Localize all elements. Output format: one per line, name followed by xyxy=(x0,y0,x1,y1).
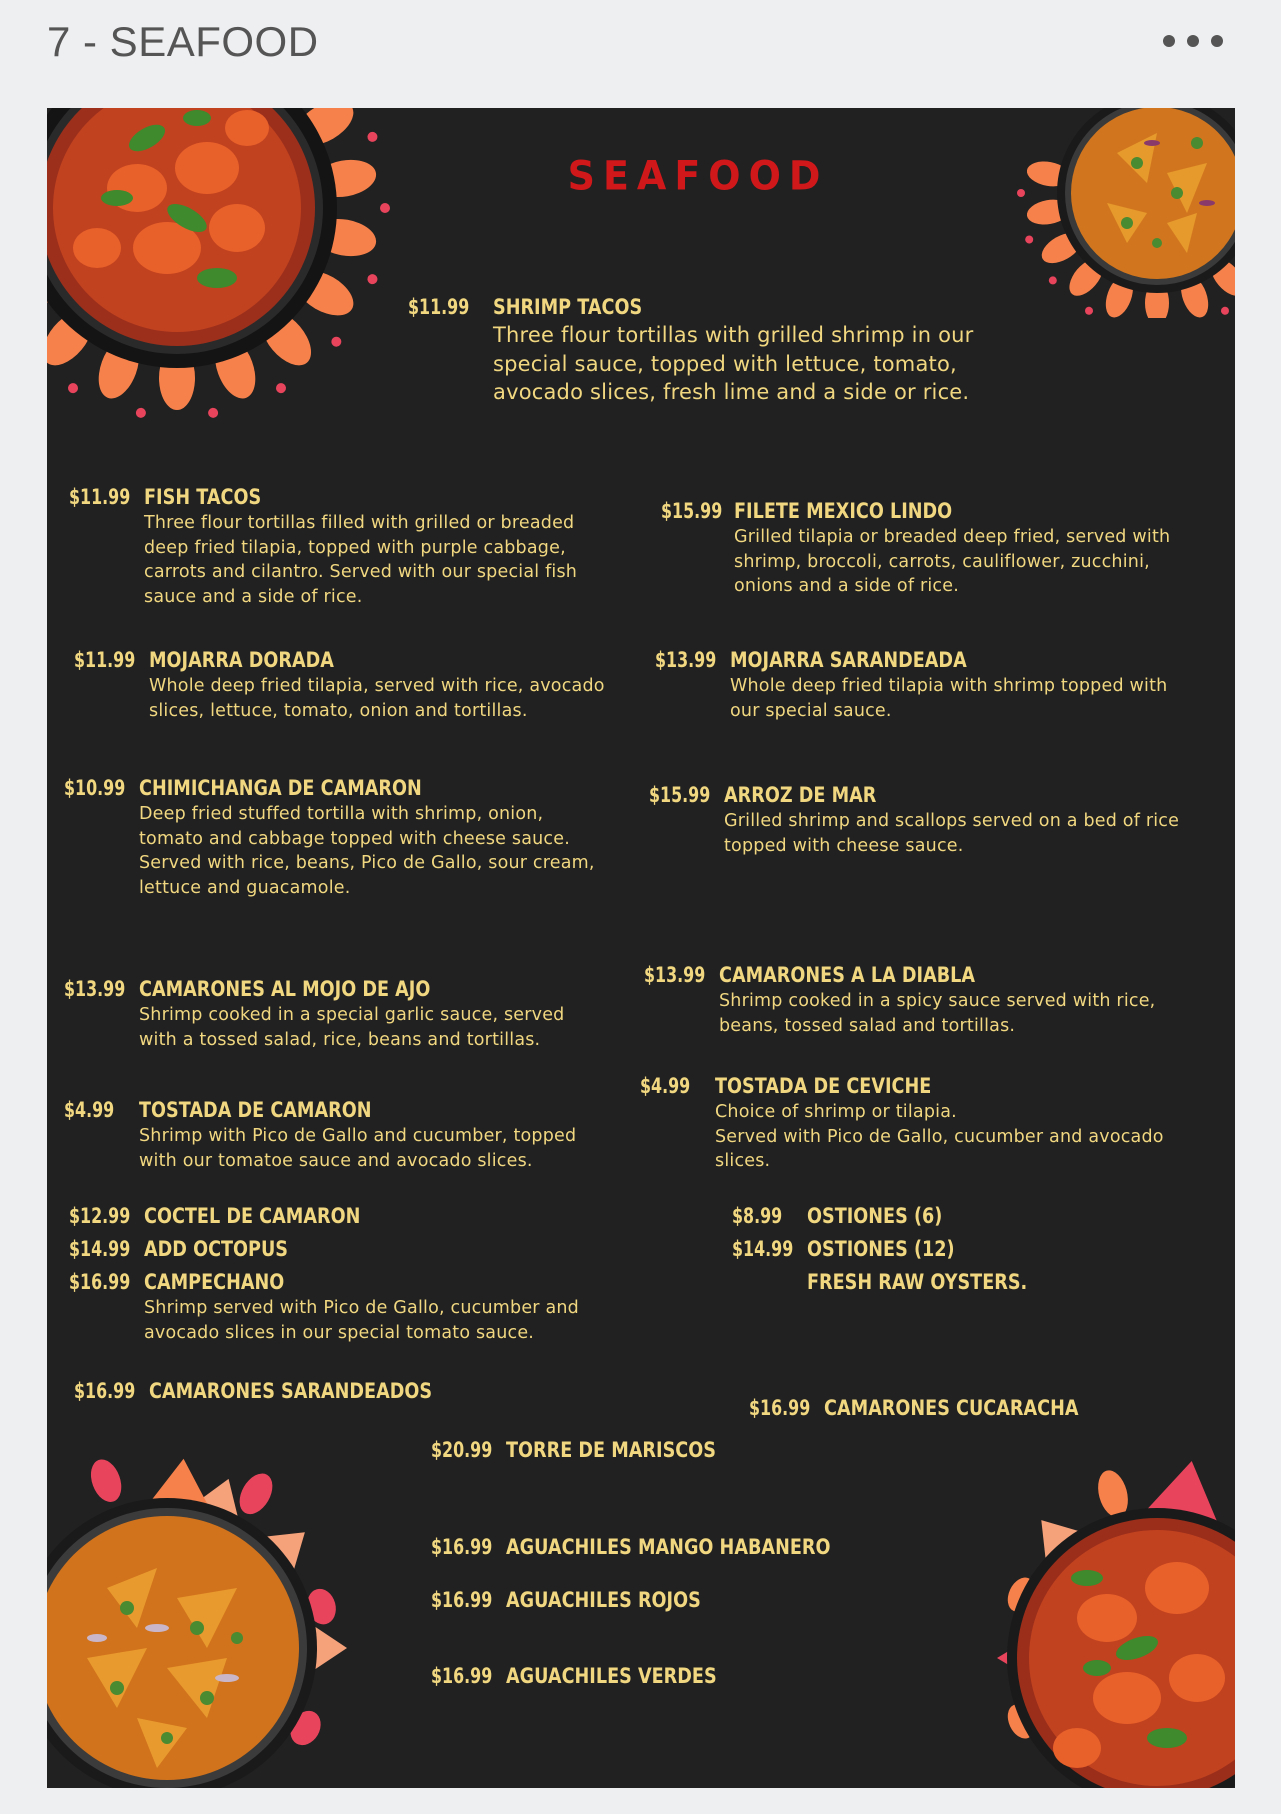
item-price: $14.99 xyxy=(732,1237,794,1261)
item-price: $13.99 xyxy=(655,648,717,672)
item-name: FISH TACOS xyxy=(144,485,262,509)
bowl-bottom-left-image xyxy=(47,1458,387,1788)
item-name: CAMPECHANO xyxy=(144,1270,285,1294)
item-name: FRESH RAW OYSTERS. xyxy=(807,1270,1028,1294)
item-name: TORRE DE MARISCOS xyxy=(506,1438,716,1462)
item-price: $16.99 xyxy=(74,1379,136,1403)
item-description: Shrimp with Pico de Gallo and cucumber, topped with our tomatoe sauce and avocado slices. xyxy=(139,1126,577,1171)
item-name: AGUACHILES VERDES xyxy=(506,1664,717,1688)
item-description: Shrimp cooked in a special garlic sauce, served with a tossed salad, rice, beans and tortillas. xyxy=(139,1005,565,1050)
item-price: $11.99 xyxy=(69,485,131,509)
item-price: $4.99 xyxy=(64,1098,115,1122)
item-name: CAMARONES CUCARACHA xyxy=(824,1396,1079,1420)
item-description: Shrimp cooked in a spicy sauce served with rice, beans, tossed salad and tortillas. xyxy=(719,991,1156,1036)
item-price: $11.99 xyxy=(74,648,136,672)
bowl-top-right-image xyxy=(1007,108,1235,318)
item-price: $20.99 xyxy=(431,1438,493,1462)
item-description: Shrimp served with Pico de Gallo, cucumber and avocado slices in our special tomato sauce. xyxy=(144,1298,579,1343)
item-name: COCTEL DE CAMARON xyxy=(144,1204,361,1228)
menu-title: SEAFOOD xyxy=(567,152,829,200)
bowl-bottom-right-image xyxy=(977,1458,1235,1788)
item-price: $16.99 xyxy=(749,1396,811,1420)
item-price: $8.99 xyxy=(732,1204,783,1228)
item-price: $4.99 xyxy=(640,1074,691,1098)
item-price: $16.99 xyxy=(69,1270,131,1294)
more-options-icon[interactable] xyxy=(1163,26,1223,56)
item-description: Whole deep fried tilapia with shrimp topped with our special sauce. xyxy=(730,676,1168,721)
item-name: FILETE MEXICO LINDO xyxy=(734,499,953,523)
item-price: $13.99 xyxy=(64,977,126,1001)
item-name: MOJARRA SARANDEADA xyxy=(730,648,967,672)
item-name: CHIMICHANGA DE CAMARON xyxy=(139,776,422,800)
item-name: MOJARRA DORADA xyxy=(149,648,334,672)
item-name: CAMARONES A LA DIABLA xyxy=(719,963,976,987)
item-price: $16.99 xyxy=(431,1588,493,1612)
item-price: $14.99 xyxy=(69,1237,131,1261)
item-price: $12.99 xyxy=(69,1204,131,1228)
menu-image xyxy=(47,108,1235,1788)
item-price: $15.99 xyxy=(649,783,711,807)
item-price: $13.99 xyxy=(644,963,706,987)
page-title: 7 - SEAFOOD xyxy=(47,18,319,65)
item-description: Grilled shrimp and scallops served on a bed of rice topped with cheese sauce. xyxy=(724,811,1180,856)
item-name: OSTIONES (6) xyxy=(807,1204,943,1228)
item-name: CAMARONES AL MOJO DE AJO xyxy=(139,977,431,1001)
item-name: SHRIMP TACOS xyxy=(493,295,643,319)
item-name: OSTIONES (12) xyxy=(807,1237,955,1261)
item-name: AGUACHILES MANGO HABANERO xyxy=(506,1535,831,1559)
item-description: Grilled tilapia or breaded deep fried, served with shrimp, broccoli, carrots, cauliflower, zucchini, onions and a side of rice. xyxy=(734,527,1171,596)
item-description: Choice of shrimp or tilapia. Served with Pico de Gallo, cucumber and avocado slices. xyxy=(715,1102,1164,1171)
item-name: TOSTADA DE CAMARON xyxy=(139,1098,372,1122)
item-description: Whole deep fried tilapia, served with rice, avocado slices, lettuce, tomato, onion and tortillas. xyxy=(149,676,605,721)
item-price: $15.99 xyxy=(661,499,723,523)
item-description: Deep fried stuffed tortilla with shrimp, onion, tomato and cabbage topped with cheese sauce. Served with rice, beans, Pico de Gallo, sour cream, lettuce and guacamole. xyxy=(139,804,595,898)
item-price: $11.99 xyxy=(408,295,470,319)
item-description: Three flour tortillas filled with grilled or breaded deep fried tilapia, topped with purple cabbage, carrots and cilantro. Served with our special fish sauce and a side of rice. xyxy=(144,513,578,607)
item-price: $16.99 xyxy=(431,1664,493,1688)
item-price: $10.99 xyxy=(64,776,126,800)
item-name: CAMARONES SARANDEADOS xyxy=(149,1379,433,1403)
item-name: TOSTADA DE CEVICHE xyxy=(715,1074,932,1098)
item-name: ADD OCTOPUS xyxy=(144,1237,289,1261)
item-description: Three flour tortillas with grilled shrimp in our special sauce, topped with lettuce, tomato, avocado slices, fresh lime and a side or rice. xyxy=(493,323,974,404)
item-name: ARROZ DE MAR xyxy=(724,783,877,807)
item-price: $16.99 xyxy=(431,1535,493,1559)
item-name: AGUACHILES ROJOS xyxy=(506,1588,701,1612)
